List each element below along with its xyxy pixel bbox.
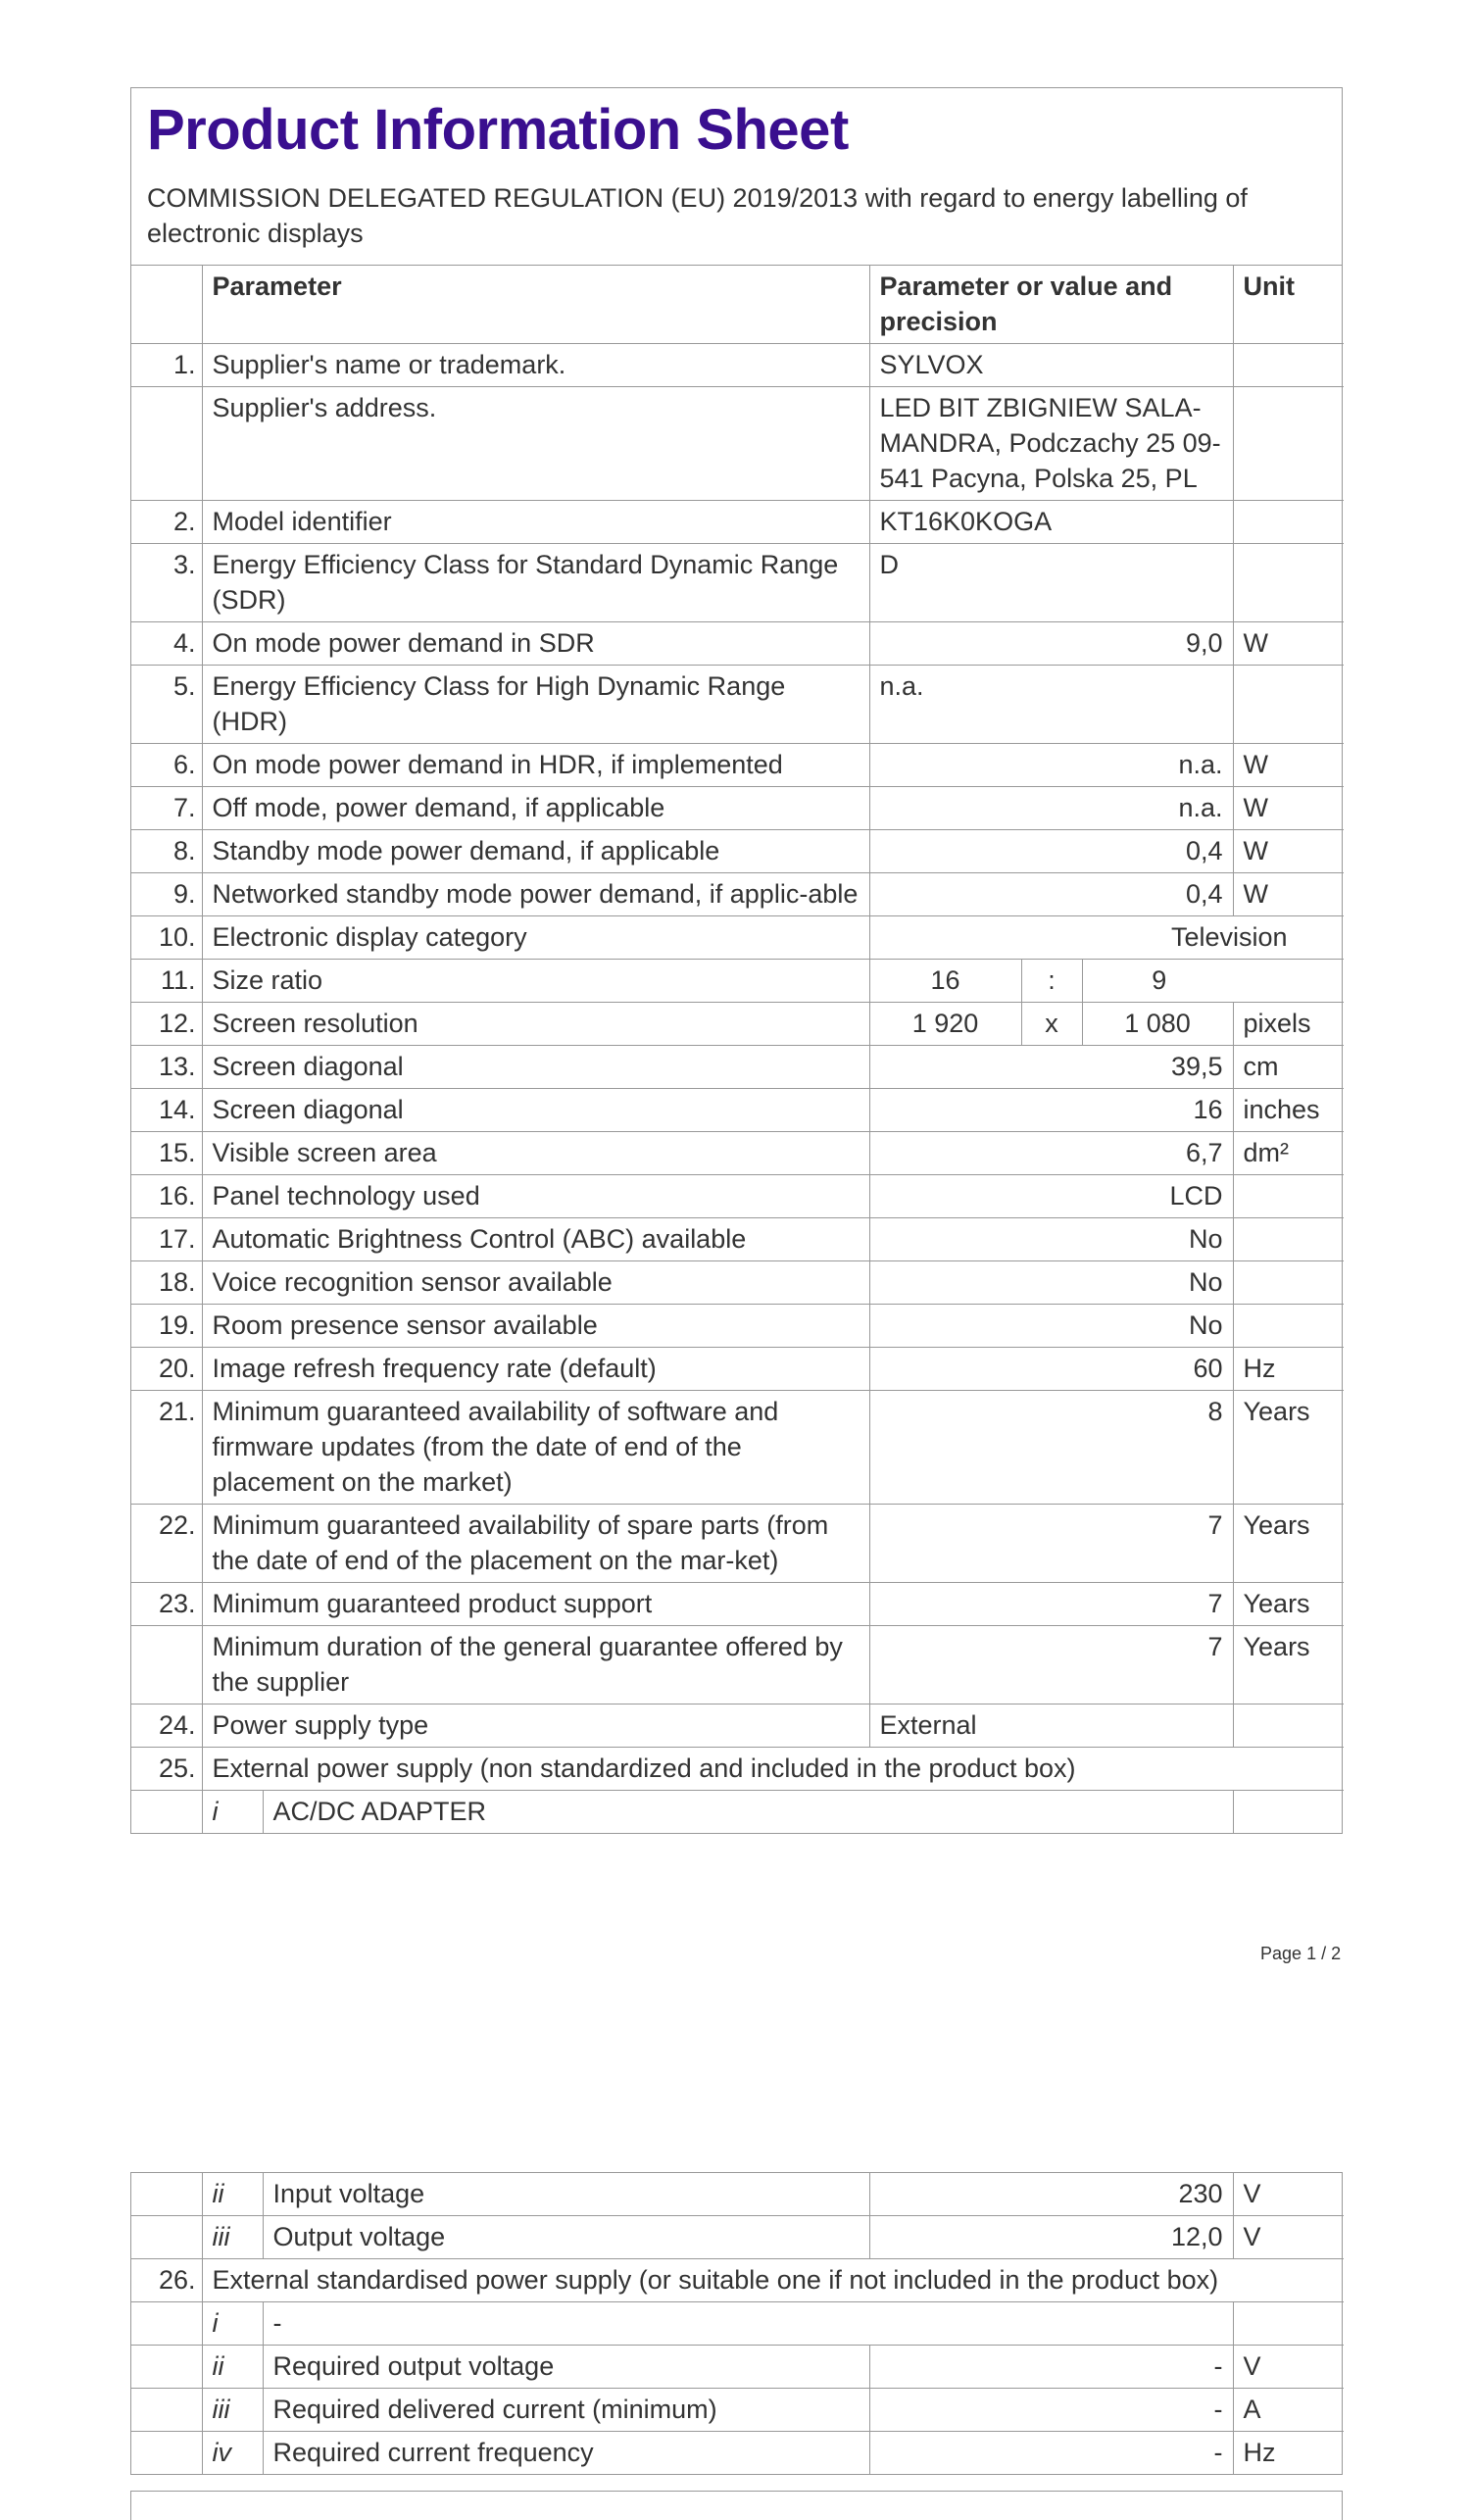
table-header-row bbox=[131, 266, 1344, 344]
row-parameter: Minimum guaranteed availability of spare parts (from the date of end of the placement on the mar-ket) bbox=[202, 1505, 869, 1583]
row-unit: dm² bbox=[1233, 1132, 1344, 1175]
row-number: 11. bbox=[131, 960, 202, 1003]
sub-item-label: iv bbox=[202, 2432, 263, 2475]
table-row bbox=[131, 873, 1344, 916]
ratio-width: 16 bbox=[869, 960, 1021, 1003]
table-row bbox=[131, 1218, 1344, 1261]
row-parameter: Minimum guaranteed product support bbox=[202, 1583, 869, 1626]
table-row bbox=[131, 501, 1344, 544]
table-row bbox=[131, 387, 1344, 501]
row-value: No bbox=[869, 1305, 1233, 1348]
table-row bbox=[131, 2173, 1344, 2216]
row-parameter: Off mode, power demand, if applicable bbox=[202, 787, 869, 830]
info-sheet-page-2 bbox=[130, 2172, 1343, 2475]
row-unit: Hz bbox=[1233, 1348, 1344, 1391]
row-number: 25. bbox=[131, 1748, 202, 1791]
row-parameter: Screen diagonal bbox=[202, 1089, 869, 1132]
table-row bbox=[131, 2346, 1344, 2389]
sheet-header bbox=[131, 88, 1342, 266]
row-value: - bbox=[869, 2389, 1233, 2432]
row-parameter: Visible screen area bbox=[202, 1132, 869, 1175]
row-value: - bbox=[869, 2432, 1233, 2475]
table-row bbox=[131, 1626, 1344, 1705]
row-unit: Years bbox=[1233, 1626, 1344, 1705]
row-parameter: Supplier's name or trademark. bbox=[202, 344, 869, 387]
row-parameter: Energy Efficiency Class for High Dynamic Range (HDR) bbox=[202, 666, 869, 744]
row-number: 1. bbox=[131, 344, 202, 387]
table-row bbox=[131, 1748, 1344, 1791]
row-value: External bbox=[869, 1705, 1233, 1748]
row-unit: Years bbox=[1233, 1583, 1344, 1626]
table-row bbox=[131, 916, 1344, 960]
table-row bbox=[131, 1705, 1344, 1748]
parameter-table bbox=[131, 266, 1344, 1833]
row-number: 5. bbox=[131, 666, 202, 744]
row-number: 12. bbox=[131, 1003, 202, 1046]
table-row bbox=[131, 2302, 1344, 2346]
table-row bbox=[131, 1505, 1344, 1583]
row-unit: W bbox=[1233, 787, 1344, 830]
row-number: 7. bbox=[131, 787, 202, 830]
row-value: SYLVOX bbox=[869, 344, 1233, 387]
row-number: 18. bbox=[131, 1261, 202, 1305]
row-value: No bbox=[869, 1261, 1233, 1305]
sub-item-label: iii bbox=[202, 2216, 263, 2259]
header-value: Parameter or value and precision bbox=[869, 266, 1233, 344]
row-number: 20. bbox=[131, 1348, 202, 1391]
row-parameter: Required delivered current (minimum) bbox=[263, 2389, 869, 2432]
table-row bbox=[131, 2216, 1344, 2259]
row-parameter: Electronic display category bbox=[202, 916, 869, 960]
row-parameter: Screen diagonal bbox=[202, 1046, 869, 1089]
row-value: 8 bbox=[869, 1391, 1233, 1505]
row-parameter: Panel technology used bbox=[202, 1175, 869, 1218]
sub-item-label: ii bbox=[202, 2346, 263, 2389]
row-parameter: Power supply type bbox=[202, 1705, 869, 1748]
parameter-table-continued bbox=[131, 2173, 1344, 2474]
table-row bbox=[131, 1583, 1344, 1626]
row-number: 22. bbox=[131, 1505, 202, 1583]
row-parameter: On mode power demand in SDR bbox=[202, 622, 869, 666]
row-value: 0,4 bbox=[869, 873, 1233, 916]
next-table-edge bbox=[130, 2491, 1343, 2520]
table-row bbox=[131, 1261, 1344, 1305]
table-row bbox=[131, 787, 1344, 830]
table-row bbox=[131, 544, 1344, 622]
page-title: Product Information Sheet bbox=[147, 98, 849, 162]
row-number: 15. bbox=[131, 1132, 202, 1175]
row-number: 17. bbox=[131, 1218, 202, 1261]
row-number: 23. bbox=[131, 1583, 202, 1626]
row-value: n.a. bbox=[869, 787, 1233, 830]
table-row bbox=[131, 1791, 1344, 1834]
table-row bbox=[131, 666, 1344, 744]
row-unit: inches bbox=[1233, 1089, 1344, 1132]
info-sheet-page-1 bbox=[130, 87, 1343, 1834]
row-value: 9,0 bbox=[869, 622, 1233, 666]
row-parameter: - bbox=[263, 2302, 1233, 2346]
table-row bbox=[131, 622, 1344, 666]
row-value: No bbox=[869, 1218, 1233, 1261]
ratio-separator: : bbox=[1021, 960, 1082, 1003]
row-parameter: Standby mode power demand, if applicable bbox=[202, 830, 869, 873]
row-unit: V bbox=[1233, 2173, 1344, 2216]
row-number: 3. bbox=[131, 544, 202, 622]
row-parameter: External power supply (non standardized and included in the product box) bbox=[202, 1748, 1344, 1791]
row-number: 19. bbox=[131, 1305, 202, 1348]
row-parameter: Image refresh frequency rate (default) bbox=[202, 1348, 869, 1391]
row-number: 2. bbox=[131, 501, 202, 544]
row-parameter: Minimum guaranteed availability of software and firmware updates (from the date of end of the placement on the market) bbox=[202, 1391, 869, 1505]
row-unit: V bbox=[1233, 2346, 1344, 2389]
row-unit: Years bbox=[1233, 1505, 1344, 1583]
row-value: 60 bbox=[869, 1348, 1233, 1391]
header-unit: Unit bbox=[1233, 266, 1344, 344]
row-number: 26. bbox=[131, 2259, 202, 2302]
row-number: 4. bbox=[131, 622, 202, 666]
row-value: n.a. bbox=[869, 744, 1233, 787]
table-row bbox=[131, 1348, 1344, 1391]
row-value: n.a. bbox=[869, 666, 1233, 744]
row-parameter: Networked standby mode power demand, if applic-able bbox=[202, 873, 869, 916]
resolution-height: 1 080 bbox=[1082, 1003, 1233, 1046]
row-parameter: Model identifier bbox=[202, 501, 869, 544]
row-parameter: Voice recognition sensor available bbox=[202, 1261, 869, 1305]
table-row bbox=[131, 1046, 1344, 1089]
row-unit: A bbox=[1233, 2389, 1344, 2432]
row-number: 13. bbox=[131, 1046, 202, 1089]
table-row bbox=[131, 2259, 1344, 2302]
row-unit: cm bbox=[1233, 1046, 1344, 1089]
row-parameter: Required current frequency bbox=[263, 2432, 869, 2475]
row-value: 39,5 bbox=[869, 1046, 1233, 1089]
row-unit: pixels bbox=[1233, 1003, 1344, 1046]
row-parameter: Automatic Brightness Control (ABC) available bbox=[202, 1218, 869, 1261]
row-parameter: Supplier's address. bbox=[202, 387, 869, 501]
row-value: 6,7 bbox=[869, 1132, 1233, 1175]
row-number: 16. bbox=[131, 1175, 202, 1218]
row-value: 12,0 bbox=[869, 2216, 1233, 2259]
row-number: 6. bbox=[131, 744, 202, 787]
row-number: 9. bbox=[131, 873, 202, 916]
row-parameter: Room presence sensor available bbox=[202, 1305, 869, 1348]
row-value: 0,4 bbox=[869, 830, 1233, 873]
table-row bbox=[131, 2389, 1344, 2432]
page-number: Page 1 / 2 bbox=[1260, 1944, 1342, 1963]
row-unit: Years bbox=[1233, 1391, 1344, 1505]
sub-item-label: iii bbox=[202, 2389, 263, 2432]
table-row bbox=[131, 1305, 1344, 1348]
row-parameter: Required output voltage bbox=[263, 2346, 869, 2389]
ratio-height: 9 bbox=[1082, 960, 1344, 1003]
table-row bbox=[131, 960, 1344, 1003]
row-number: 10. bbox=[131, 916, 202, 960]
table-row bbox=[131, 744, 1344, 787]
table-row bbox=[131, 1003, 1344, 1046]
row-unit: W bbox=[1233, 873, 1344, 916]
row-parameter: On mode power demand in HDR, if implemented bbox=[202, 744, 869, 787]
row-value: LCD bbox=[869, 1175, 1233, 1218]
row-value: LED BIT ZBIGNIEW SALA-MANDRA, Podczachy 25 09-541 Pacyna, Polska 25, PL bbox=[869, 387, 1233, 501]
row-parameter: AC/DC ADAPTER bbox=[263, 1791, 1233, 1834]
row-parameter: External standardised power supply (or suitable one if not included in the product box) bbox=[202, 2259, 1344, 2302]
sub-item-label: i bbox=[202, 2302, 263, 2346]
resolution-width: 1 920 bbox=[869, 1003, 1021, 1046]
row-parameter: Minimum duration of the general guarantee offered by the supplier bbox=[202, 1626, 869, 1705]
row-parameter: Input voltage bbox=[263, 2173, 869, 2216]
table-row bbox=[131, 344, 1344, 387]
sub-item-label: ii bbox=[202, 2173, 263, 2216]
regulation-subtitle: COMMISSION DELEGATED REGULATION (EU) 2019/2013 with regard to energy labelling of electronic displays bbox=[147, 183, 1248, 248]
row-number: 24. bbox=[131, 1705, 202, 1748]
resolution-separator: x bbox=[1021, 1003, 1082, 1046]
header-parameter: Parameter bbox=[202, 266, 869, 344]
row-value: 230 bbox=[869, 2173, 1233, 2216]
row-unit: W bbox=[1233, 830, 1344, 873]
table-row bbox=[131, 1391, 1344, 1505]
table-row bbox=[131, 2432, 1344, 2475]
row-unit: W bbox=[1233, 744, 1344, 787]
row-unit: Hz bbox=[1233, 2432, 1344, 2475]
table-row bbox=[131, 1175, 1344, 1218]
row-value: D bbox=[869, 544, 1233, 622]
row-unit: W bbox=[1233, 622, 1344, 666]
table-row bbox=[131, 1132, 1344, 1175]
row-parameter: Size ratio bbox=[202, 960, 869, 1003]
row-value: - bbox=[869, 2346, 1233, 2389]
row-value: Television bbox=[869, 916, 1344, 960]
row-parameter: Screen resolution bbox=[202, 1003, 869, 1046]
table-row bbox=[131, 1089, 1344, 1132]
row-value: KT16K0KOGA bbox=[869, 501, 1233, 544]
row-parameter: Energy Efficiency Class for Standard Dynamic Range (SDR) bbox=[202, 544, 869, 622]
row-value: 7 bbox=[869, 1505, 1233, 1583]
row-value: 16 bbox=[869, 1089, 1233, 1132]
table-row bbox=[131, 830, 1344, 873]
row-number: 8. bbox=[131, 830, 202, 873]
row-value: 7 bbox=[869, 1583, 1233, 1626]
row-number: 21. bbox=[131, 1391, 202, 1505]
row-number: 14. bbox=[131, 1089, 202, 1132]
row-parameter: Output voltage bbox=[263, 2216, 869, 2259]
sub-item-label: i bbox=[202, 1791, 263, 1834]
row-value: 7 bbox=[869, 1626, 1233, 1705]
row-unit: V bbox=[1233, 2216, 1344, 2259]
